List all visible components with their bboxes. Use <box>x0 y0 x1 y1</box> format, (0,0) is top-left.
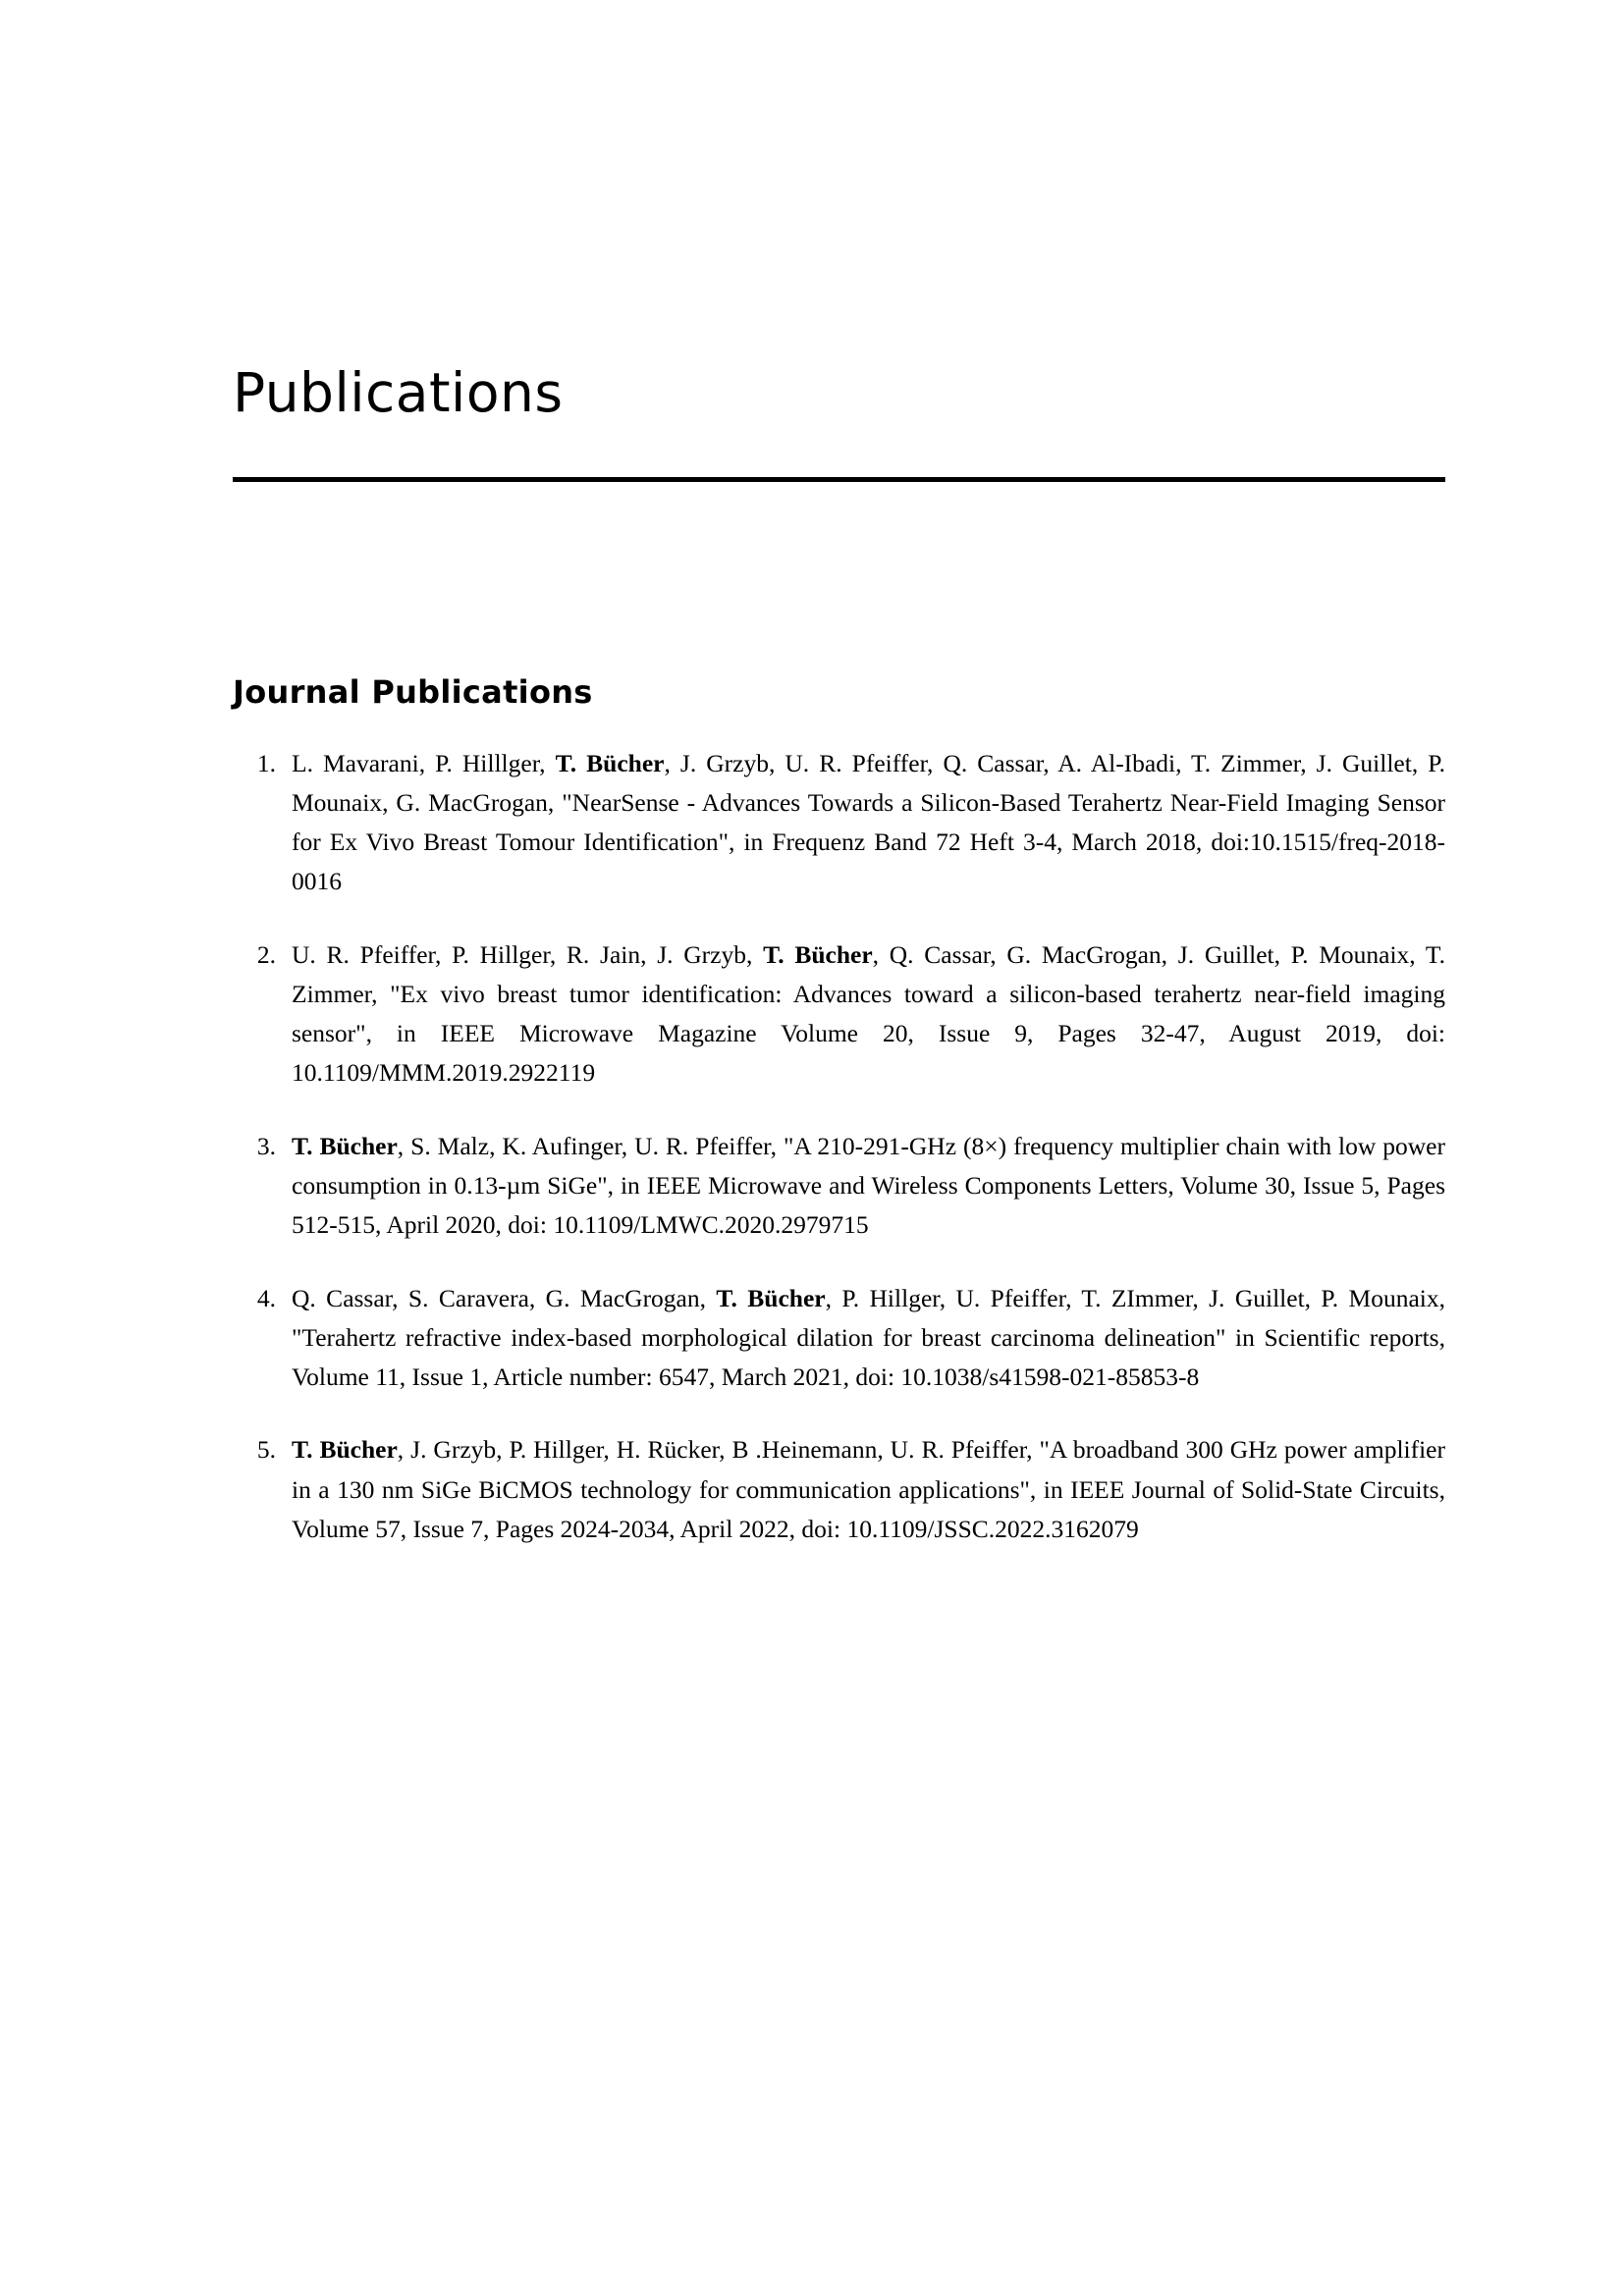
publication-entry-text: Q. Cassar, S. Caravera, G. MacGrogan, T. Bücher, P. Hillger, U. Pfeiffer, T. ZImmer, J. Guillet, P. Mounaix, "Terahertz refractive index-based morphological dilation for breast carcinoma delineation" in Scientific reports, Volume 11, Issue 1, Article number: 6547, March 2021, doi: 10.1038/s41598-021-85853-8 <box>292 1283 1445 1392</box>
list-item <box>233 1430 1445 1549</box>
list-item <box>233 1279 1445 1398</box>
list-item-number: 5. <box>256 1435 276 1465</box>
publication-entry-text: L. Mavarani, P. Hilllger, T. Bücher, J. Grzyb, U. R. Pfeiffer, Q. Cassar, A. Al-Ibadi, T. Zimmer, J. Guillet, P. Mounaix, G. MacGrogan, "NearSense - Advances Towards a Silicon-Based Terahertz Near-Field Imaging Sensor for Ex Vivo Breast Tomour Identification", in Frequenz Band 72 Heft 3-4, March 2018, doi:10.1515/freq-2018-0016 <box>292 748 1445 896</box>
title-divider <box>233 477 1445 482</box>
list-item <box>233 1127 1445 1246</box>
journal-publications-list <box>233 744 1445 1550</box>
publication-entry-text: T. Bücher, S. Malz, K. Aufinger, U. R. Pfeiffer, "A 210-291-GHz (8×) frequency multiplier chain with low power consumption in 0.13-µm SiGe", in IEEE Microwave and Wireless Components Letters, Volume 30, Issue 5, Pages 512-515, April 2020, doi: 10.1109/LMWC.2020.2979715 <box>292 1131 1445 1240</box>
list-item-number: 4. <box>256 1283 276 1312</box>
page-title: Publications <box>233 361 564 424</box>
list-item-number: 1. <box>256 748 276 777</box>
list-item <box>233 935 1445 1094</box>
publication-entry-text: U. R. Pfeiffer, P. Hillger, R. Jain, J. Grzyb, T. Bücher, Q. Cassar, G. MacGrogan, J. Guillet, P. Mounaix, T. Zimmer, "Ex vivo breast tumor identification: Advances toward a silicon-based terahertz near-field imaging sensor", in IEEE Microwave Magazine Volume 20, Issue 9, Pages 32-47, August 2019, doi: 10.1109/MMM.2019.2922119 <box>292 939 1445 1088</box>
list-item <box>233 744 1445 902</box>
list-item-number: 2. <box>256 939 276 969</box>
section-heading-journal-publications: Journal Publications <box>233 672 593 711</box>
publication-entry-text: T. Bücher, J. Grzyb, P. Hillger, H. Rücker, B .Heinemann, U. R. Pfeiffer, "A broadband 300 GHz power amplifier in a 130 nm SiGe BiCMOS technology for communication applications", in IEEE Journal of Solid-State Circuits, Volume 57, Issue 7, Pages 2024-2034, April 2022, doi: 10.1109/JSSC.2022.3162079 <box>292 1435 1445 1543</box>
page-content <box>233 0 1445 1582</box>
list-item-number: 3. <box>256 1131 276 1160</box>
